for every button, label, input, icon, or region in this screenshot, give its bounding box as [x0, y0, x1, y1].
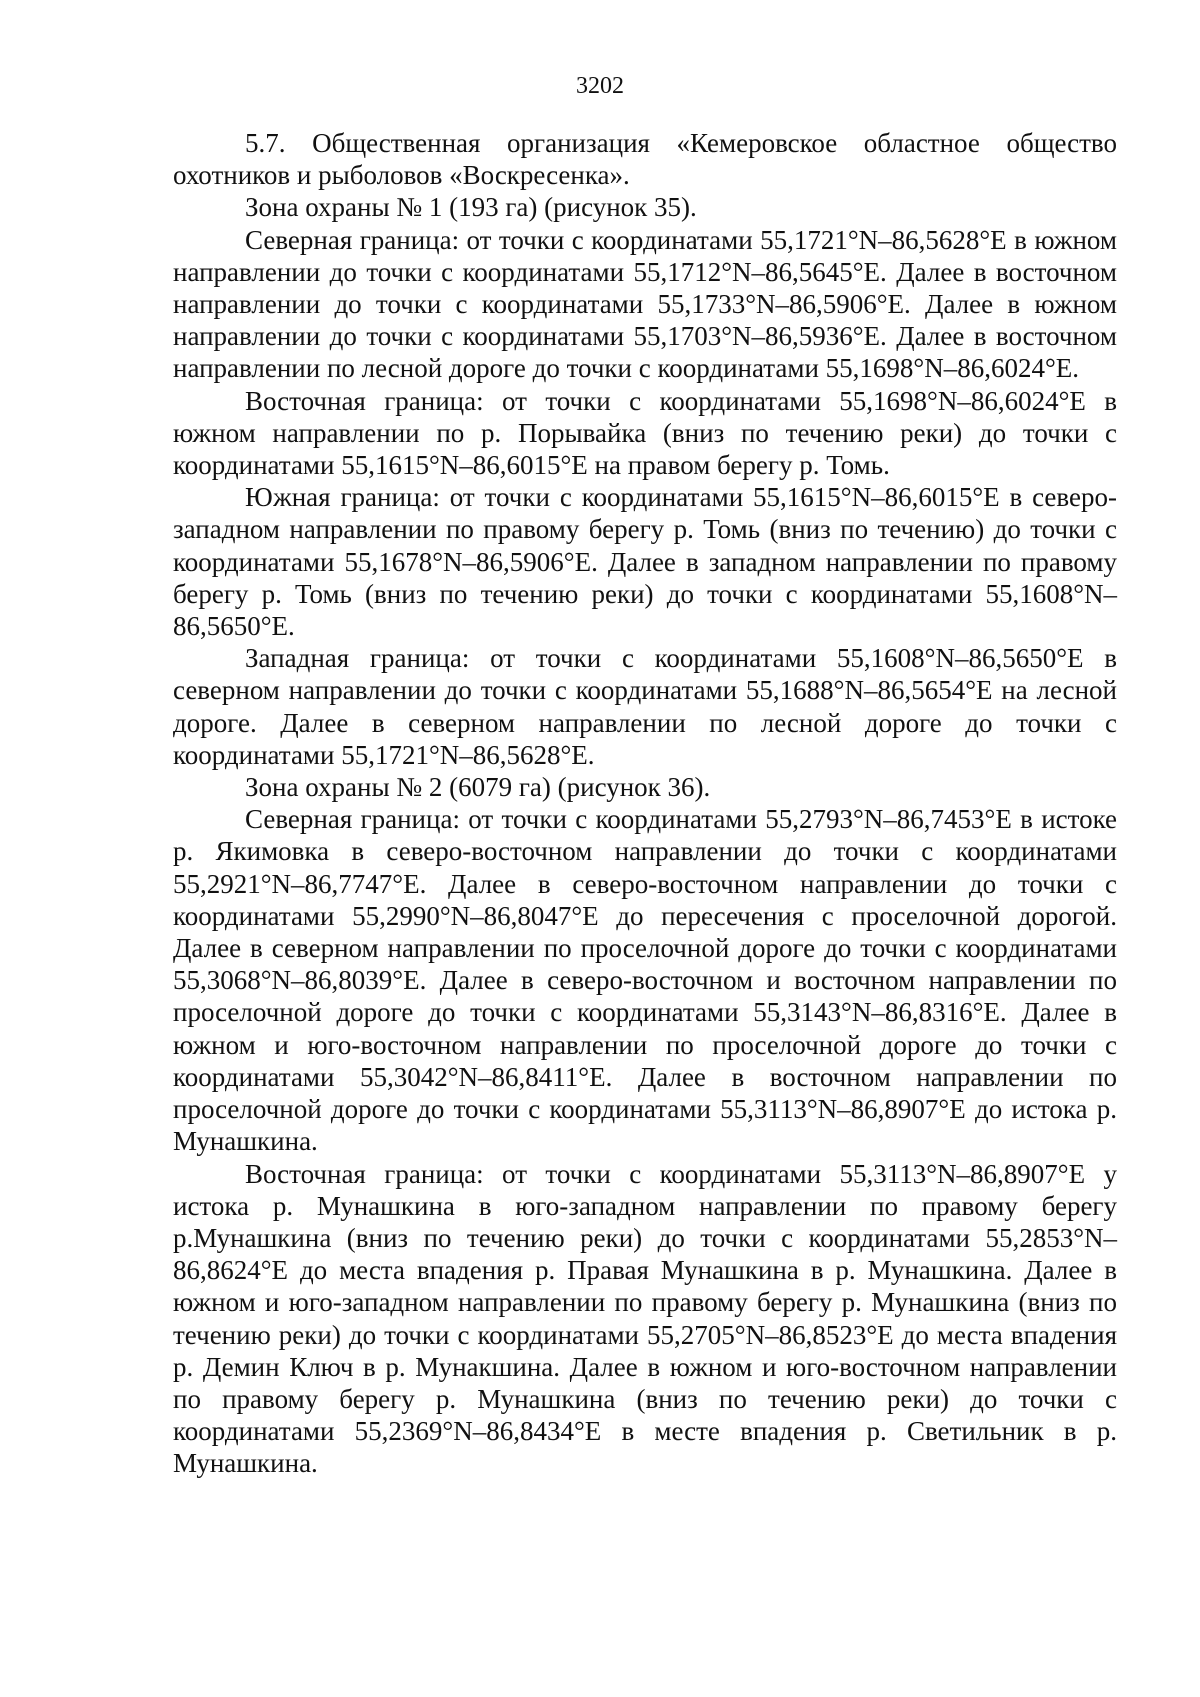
- section-heading-paragraph: 5.7. Общественная организация «Кемеровское областное общество охотников и рыболовов «Воскресенка».: [173, 128, 1117, 191]
- document-body: [173, 127, 1117, 1480]
- zone-2-heading: Зона охраны № 2 (6079 га) (рисунок 36).: [245, 772, 711, 803]
- page-number: 3202: [576, 73, 624, 99]
- zone-2-east-border: Восточная граница: от точки с координатами 55,3113°N–86,8907°E у истока р. Мунашкина в юго-западном направлении по правому берегу р.Мунашкина (вниз по течению реки) до точки с координатами 55,2853°N–86,8624°E до места впадения р. Правая Мунашкина в р. Мунашкина. Далее в южном и юго-западном направлении по правому берегу р. Мунашкина (вниз по течению реки) до точки с координатами 55,2705°N–86,8523°E до места впадения р. Демин Ключ в р. Мунакшина. Далее в южном и юго-восточном направлении по правому берегу р. Мунашкина (вниз по течению реки) до точки с координатами 55,2369°N–86,8434°E в месте впадения р. Светильник в р. Мунашкина.: [173, 1158, 1117, 1479]
- zone-1-west-border: Западная граница: от точки с координатами 55,1608°N–86,5650°E в северном направлении до точки с координатами 55,1688°N–86,5654°E на лесной дороге. Далее в северном направлении по лесной дороге до точки с координатами 55,1721°N–86,5628°E.: [173, 643, 1117, 770]
- zone-1-east-border: Восточная граница: от точки с координатами 55,1698°N–86,6024°E в южном направлении по р. Порывайка (вниз по течению реки) до точки с координатами 55,1615°N–86,6015°E на правом берегу р. Томь.: [173, 385, 1117, 481]
- zone-1-heading: Зона охраны № 1 (193 га) (рисунок 35).: [245, 192, 697, 223]
- zone-1-north-border: Северная граница: от точки с координатами 55,1721°N–86,5628°E в южном направлении до точки с координатами 55,1712°N–86,5645°E. Далее в восточном направлении до точки с координатами 55,1733°N–86,5906°E. Далее в южном направлении до точки с координатами 55,1703°N–86,5936°E. Далее в восточном направлении по лесной дороге до точки с координатами 55,1698°N–86,6024°E.: [173, 224, 1117, 384]
- zone-2-north-border: Северная граница: от точки с координатами 55,2793°N–86,7453°E в истоке р. Якимовка в северо-восточном направлении до точки с координатами 55,2921°N–86,7747°E. Далее в северо-восточном направлении до точки с координатами 55,2990°N–86,8047°E до пересечения с проселочной дорогой. Далее в северном направлении по проселочной дороге до точки с координатами 55,3068°N–86,8039°E. Далее в северо-восточном и восточном направлении по проселочной дороге до точки с координатами 55,3143°N–86,8316°E. Далее в южном и юго-восточном направлении по проселочной дороге до точки с координатами 55,3042°N–86,8411°E. Далее в восточном направлении по проселочной дороге до точки с координатами 55,3113°N–86,8907°E до истока р. Мунашкина.: [173, 804, 1117, 1157]
- zone-1-south-border: Южная граница: от точки с координатами 55,1615°N–86,6015°E в северо-западном направлении по правому берегу р. Томь (вниз по течению) до точки с координатами 55,1678°N–86,5906°E. Далее в западном направлении по правому берегу р. Томь (вниз по течению реки) до точки с координатами 55,1608°N–86,5650°E.: [173, 482, 1117, 642]
